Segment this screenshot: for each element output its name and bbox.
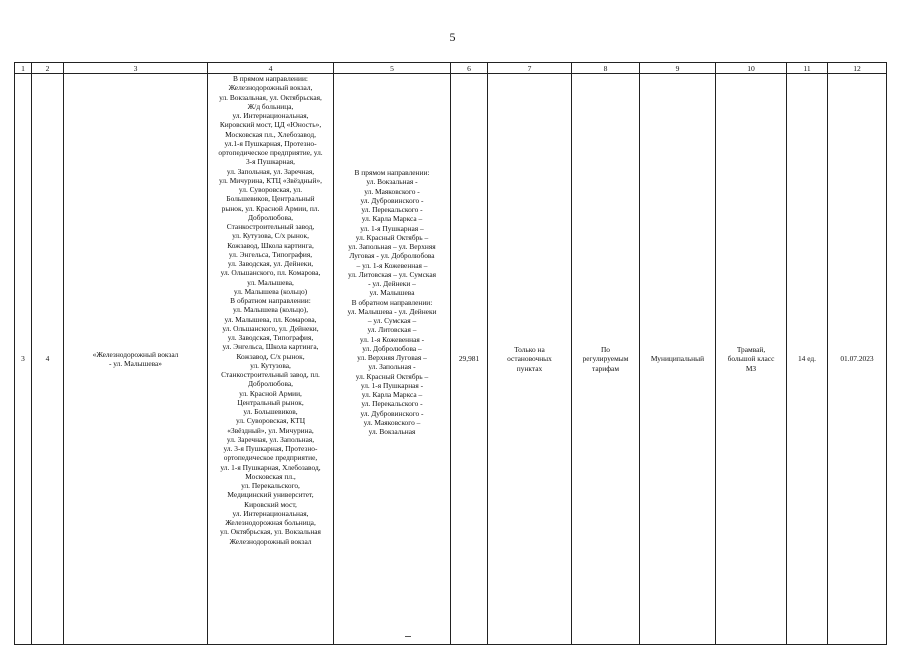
header-cell-10: 10 [716, 63, 787, 74]
route-name: «Железнодорожный вокзал - ул. Малышева» [64, 74, 208, 645]
table-row [15, 74, 887, 645]
transport-type: Муниципальный [640, 74, 716, 645]
route-table [14, 62, 887, 645]
vehicle-class: Трамвай, большой класс МЗ [716, 74, 787, 645]
boarding-procedure: Только на остановочных пунктах [488, 74, 572, 645]
header-cell-9: 9 [640, 63, 716, 74]
start-date: 01.07.2023 [828, 74, 887, 645]
stops-cell [208, 74, 334, 645]
route-length: 29,981 [451, 74, 488, 645]
header-cell-2: 2 [32, 63, 64, 74]
header-cell-4: 4 [208, 63, 334, 74]
route-number: 4 [32, 74, 64, 645]
page-number: 5 [449, 30, 456, 44]
tariff-type: По регулируемым тарифам [572, 74, 640, 645]
header-cell-5: 5 [334, 63, 451, 74]
header-cell-8: 8 [572, 63, 640, 74]
row-sequence-number: 3 [15, 74, 32, 645]
header-cell-1: 1 [15, 63, 32, 74]
header-cell-7: 7 [488, 63, 572, 74]
header-row [15, 63, 887, 74]
scan-artifact [405, 636, 411, 637]
stops-list: В прямом направлении: Железнодорожный вокзал, ул. Вокзальная, ул. Октябрьская, Ж/д больница, ул. Интернациональная, Кировский мост, ЦД «Юность», Московская пл., Хлебозавод, ул.1-я Пушкарная, Протезно- ортопедическое предприятие, ул. 3-я Пушкарная, ул. Запольная, ул. Заречная, ул. Мичурина, КТЦ «Звёздный», ул. Суворовская, ул. Большевиков, Центральный рынок, ул. Красной Армии, пл. Добролюбова, Станкостроительный завод, ул. Кутузова, С/х рынок, Кожзавод, Школа картинга, ул. Энгельса, Типография, ул. Заводская, ул. Дейнеки, ул. Ольшанского, пл. Комарова, ул. Малышева, ул. Малышева (кольцо) В обратном направлении: ул. Малышева (кольцо), ул. Малышева, пл. Комарова, ул. Ольшанского, ул. Дейнеки, ул. Заводская, Типография, ул. Энгельса, Школа картинга, Кожзавод, С/х рынок, ул. Кутузова, Станкостроительный завод, пл. Добролюбова, ул. Красной Армии, Центральный рынок, ул. Большевиков, ул. Суворовская, КТЦ «Звёздный», ул. Мичурина, ул. Заречная, ул. Запольная, ул. 3-я Пушкарная, Протезно- ортопедическое предприятие, ул. 1-я Пушкарная, Хлебозавод, Московская пл., ул. Перекальского, Медицинский университет, Кировский мост, ул. Интернациональная, Железнодорожная больница, ул. Октябрьская, ул. Вокзальная Железнодорожный вокзал [218, 74, 323, 546]
header-cell-12: 12 [828, 63, 887, 74]
header-cell-3: 3 [64, 63, 208, 74]
vehicle-count: 14 ед. [787, 74, 828, 645]
header-cell-11: 11 [787, 63, 828, 74]
header-cell-6: 6 [451, 63, 488, 74]
streets-cell [334, 74, 451, 645]
streets-list: В прямом направлении: ул. Вокзальная - ул. Маяковского - ул. Дубровинского - ул. Перекальского - ул. Карла Маркса – ул. 1-я Пушкарная – ул. Красный Октябрь – ул. Запольная – ул. Верхняя Луговая - ул. Добролюбова – ул. 1-я Кожевенная – ул. Литовская – ул. Сумская - ул. Дейнеки – ул. Малышева В обратном направлении: ул. Малышева - ул. Дейнеки – ул. Сумская – ул. Литовская – ул. 1-я Кожевенная - ул. Добролюбова – ул. Верхняя Луговая – ул. Запольная - ул. Красный Октябрь – ул. 1-я Пушкарная - ул. Карла Маркса – ул. Перекальского - ул. Дубровинского - ул. Маяковского – ул. Вокзальная [347, 168, 437, 436]
